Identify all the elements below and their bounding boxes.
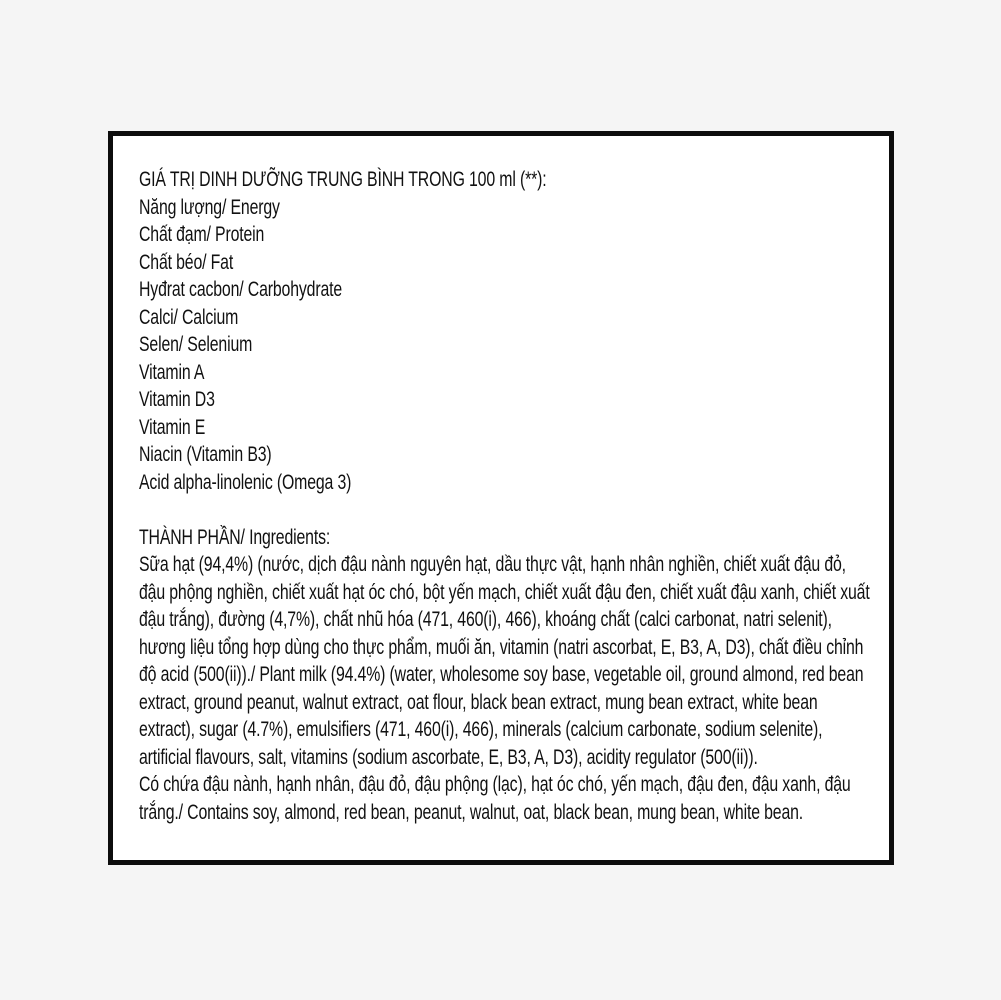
section-gap: [139, 496, 873, 524]
nutrient-item: Niacin (Vitamin B3): [139, 443, 272, 466]
ingredient-label-panel: [108, 131, 894, 865]
nutrition-facts-title: GIÁ TRỊ DINH DƯỠNG TRUNG BÌNH TRONG 100 ml (**):: [139, 168, 547, 191]
nutrient-item: Vitamin E: [139, 415, 206, 439]
nutrient-item: Calci/ Calcium: [139, 305, 239, 329]
nutrient-item: Acid alpha-linolenic (Omega 3): [139, 470, 352, 494]
nutrient-item: Vitamin D3: [139, 388, 215, 411]
allergen-statement: Có chứa đậu nành, hạnh nhân, đậu đỏ, đậu phộng (lạc), hạt óc chó, yến mạch, đậu đen, đậu xanh, đậu trắng./ Contains soy, almond, red bean, peanut, walnut, oat, black bean, mung bean, white bean.: [139, 773, 851, 824]
nutrient-list: [139, 194, 873, 497]
nutrient-item: Chất béo/ Fat: [139, 250, 234, 274]
nutrient-item: Selen/ Selenium: [139, 333, 253, 356]
nutrient-item: Hyđrat cacbon/ Carbohydrate: [139, 278, 343, 301]
label-content: [113, 136, 889, 860]
ingredients-heading: THÀNH PHẦN/ Ingredients:: [139, 525, 331, 549]
nutrient-item: Chất đạm/ Protein: [139, 223, 265, 246]
nutrient-item: Năng lượng/ Energy: [139, 195, 280, 219]
ingredients-paragraph: Sữa hạt (94,4%) (nước, dịch đậu nành nguyên hạt, dầu thực vật, hạnh nhân nghiền, chiết xuất đậu đỏ, đậu phộng nghiền, chiết xuất hạt óc chó, bột yến mạch, chiết xuất đậu đen, chiết xuất đậu xanh, chiết xuất đậu trắng), đường (4,7%), chất nhũ hóa (471, 460(i), 466), khoáng chất (calci carbonat, natri selenit), hương liệu tổng hợp dùng cho thực phẩm, muối ăn, vitamin (natri ascorbat, E, B3, A, D3), chất điều chỉnh độ acid (500(ii))./ Plant milk (94.4%) (water, wholesome soy base, vegetable oil, ground almond, red bean extract, ground peanut, walnut extract, oat flour, black bean extract, mung bean extract, white bean extract), sugar (4.7%), emulsifiers (471, 460(i), 466), minerals (calcium carbonate, sodium selenite), artificial flavours, salt, vitamins (sodium ascorbate, E, B3, A, D3), acidity regulator (500(ii)).: [139, 553, 870, 769]
label-text-block: [139, 166, 873, 826]
nutrient-item: Vitamin A: [139, 360, 205, 384]
